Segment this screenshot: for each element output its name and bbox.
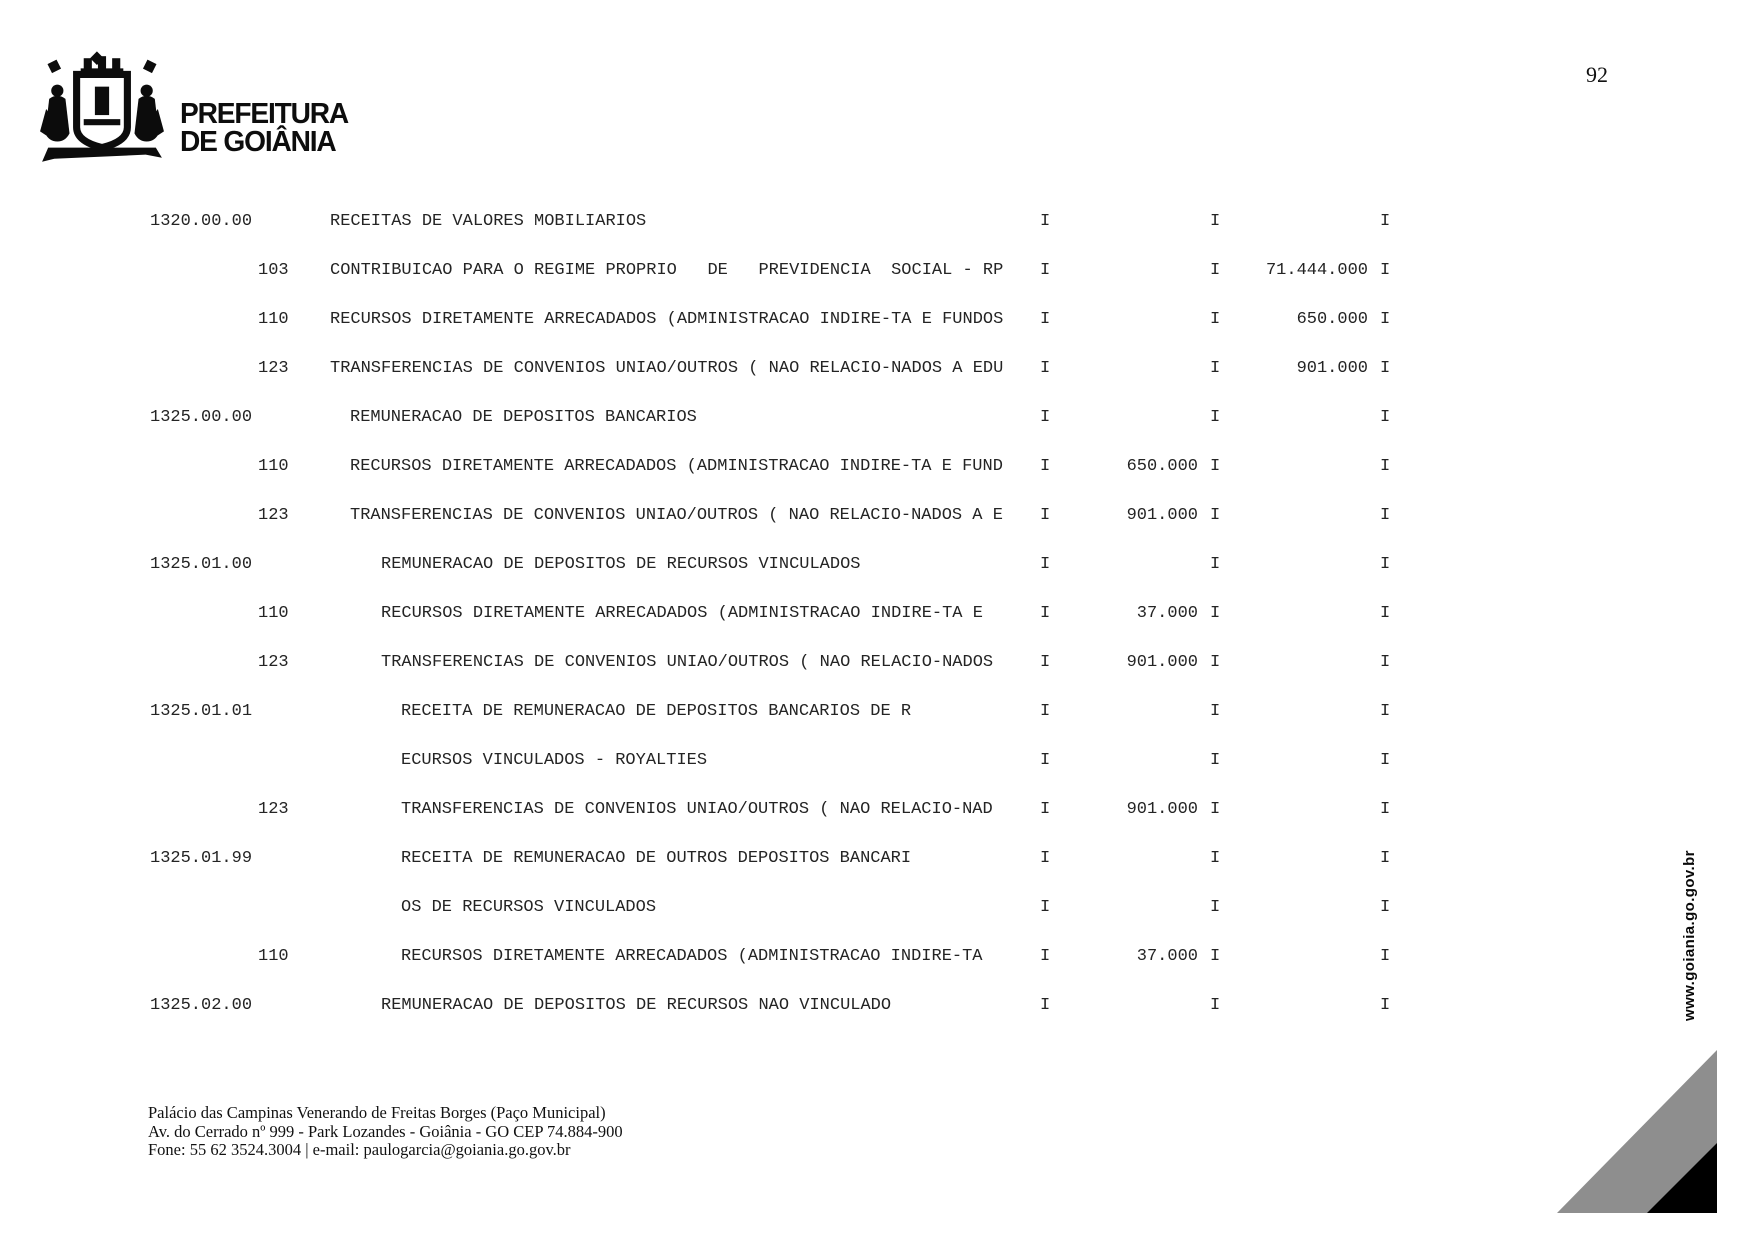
table-row bbox=[150, 751, 1410, 771]
column-separator-3: I bbox=[1380, 898, 1391, 917]
column-separator-1: I bbox=[1040, 702, 1051, 721]
row-value-col3: 650.000 bbox=[1296, 310, 1368, 329]
corner-triangle-decoration bbox=[1545, 1040, 1725, 1220]
row-description: ECURSOS VINCULADOS - ROYALTIES bbox=[401, 751, 708, 770]
table-row bbox=[150, 212, 1410, 232]
column-separator-3: I bbox=[1380, 408, 1391, 427]
row-description: RECURSOS DIRETAMENTE ARRECADADOS (ADMINISTRACAO INDIRE-TA E bbox=[381, 604, 983, 623]
table-row bbox=[150, 408, 1410, 428]
column-separator-3: I bbox=[1380, 751, 1391, 770]
column-separator-1: I bbox=[1040, 751, 1051, 770]
column-separator-3: I bbox=[1380, 359, 1391, 378]
org-name-line2: DE GOIÂNIA bbox=[180, 126, 336, 158]
table-row bbox=[150, 457, 1410, 477]
column-separator-1: I bbox=[1040, 996, 1051, 1015]
row-code: 123 bbox=[258, 506, 289, 525]
row-description: TRANSFERENCIAS DE CONVENIOS UNIAO/OUTROS ( NAO RELACIO-NADOS A EDU bbox=[330, 359, 1004, 378]
goiania-coat-of-arms-logo bbox=[36, 50, 168, 170]
column-separator-1: I bbox=[1040, 310, 1051, 329]
row-description: REMUNERACAO DE DEPOSITOS DE RECURSOS VINCULADOS bbox=[381, 555, 861, 574]
row-value-col2: 650.000 bbox=[1126, 457, 1198, 476]
column-separator-2: I bbox=[1210, 800, 1221, 819]
table-row bbox=[150, 702, 1410, 722]
row-code: 110 bbox=[258, 310, 289, 329]
row-description: CONTRIBUICAO PARA O REGIME PROPRIO DE PREVIDENCIA SOCIAL - RP bbox=[330, 261, 1004, 280]
row-code: 123 bbox=[258, 800, 289, 819]
table-row bbox=[150, 653, 1410, 673]
row-code: 1325.01.00 bbox=[150, 555, 253, 574]
column-separator-2: I bbox=[1210, 555, 1221, 574]
row-value-col2: 37.000 bbox=[1136, 947, 1198, 966]
table-row bbox=[150, 604, 1410, 624]
column-separator-1: I bbox=[1040, 947, 1051, 966]
column-separator-3: I bbox=[1380, 702, 1391, 721]
column-separator-3: I bbox=[1380, 800, 1391, 819]
row-description: TRANSFERENCIAS DE CONVENIOS UNIAO/OUTROS ( NAO RELACIO-NAD bbox=[401, 800, 993, 819]
column-separator-2: I bbox=[1210, 261, 1221, 280]
row-value-col2: 901.000 bbox=[1126, 653, 1198, 672]
column-separator-3: I bbox=[1380, 653, 1391, 672]
column-separator-3: I bbox=[1380, 506, 1391, 525]
row-description: RECEITA DE REMUNERACAO DE DEPOSITOS BANCARIOS DE R bbox=[401, 702, 912, 721]
row-code: 123 bbox=[258, 359, 289, 378]
page-number: 92 bbox=[1586, 62, 1608, 87]
column-separator-2: I bbox=[1210, 604, 1221, 623]
row-value-col3: 71.444.000 bbox=[1265, 261, 1368, 280]
column-separator-1: I bbox=[1040, 457, 1051, 476]
footer-address-block bbox=[148, 1104, 623, 1160]
row-description: TRANSFERENCIAS DE CONVENIOS UNIAO/OUTROS ( NAO RELACIO-NADOS bbox=[381, 653, 994, 672]
table-row bbox=[150, 996, 1410, 1016]
row-description: RECURSOS DIRETAMENTE ARRECADADOS (ADMINISTRACAO INDIRE-TA E FUND bbox=[350, 457, 1003, 476]
column-separator-1: I bbox=[1040, 506, 1051, 525]
table-row bbox=[150, 261, 1410, 281]
column-separator-2: I bbox=[1210, 359, 1221, 378]
org-name bbox=[180, 100, 348, 156]
column-separator-3: I bbox=[1380, 457, 1391, 476]
column-separator-2: I bbox=[1210, 457, 1221, 476]
column-separator-1: I bbox=[1040, 555, 1051, 574]
row-code: 103 bbox=[258, 261, 289, 280]
row-description: RECURSOS DIRETAMENTE ARRECADADOS (ADMINISTRACAO INDIRE-TA bbox=[401, 947, 983, 966]
row-description: RECEITAS DE VALORES MOBILIARIOS bbox=[330, 212, 647, 231]
table-row bbox=[150, 800, 1410, 820]
column-separator-3: I bbox=[1380, 849, 1391, 868]
row-code: 1325.01.99 bbox=[150, 849, 253, 868]
table-row bbox=[150, 506, 1410, 526]
column-separator-1: I bbox=[1040, 898, 1051, 917]
row-code: 123 bbox=[258, 653, 289, 672]
row-description: OS DE RECURSOS VINCULADOS bbox=[401, 898, 657, 917]
table-row bbox=[150, 555, 1410, 575]
column-separator-1: I bbox=[1040, 800, 1051, 819]
column-separator-2: I bbox=[1210, 702, 1221, 721]
column-separator-2: I bbox=[1210, 408, 1221, 427]
row-code: 1325.02.00 bbox=[150, 996, 253, 1015]
column-separator-1: I bbox=[1040, 359, 1051, 378]
footer-line-1: Palácio das Campinas Venerando de Freitas Borges (Paço Municipal) bbox=[148, 1103, 606, 1122]
column-separator-3: I bbox=[1380, 555, 1391, 574]
column-separator-1: I bbox=[1040, 212, 1051, 231]
report-table bbox=[150, 212, 1410, 1042]
column-separator-2: I bbox=[1210, 898, 1221, 917]
row-code: 110 bbox=[258, 604, 289, 623]
row-description: TRANSFERENCIAS DE CONVENIOS UNIAO/OUTROS ( NAO RELACIO-NADOS A E bbox=[350, 506, 1003, 525]
column-separator-2: I bbox=[1210, 506, 1221, 525]
row-value-col2: 901.000 bbox=[1126, 800, 1198, 819]
row-code: 1325.00.00 bbox=[150, 408, 253, 427]
column-separator-1: I bbox=[1040, 604, 1051, 623]
column-separator-1: I bbox=[1040, 849, 1051, 868]
row-code: 110 bbox=[258, 457, 289, 476]
table-row bbox=[150, 310, 1410, 330]
column-separator-1: I bbox=[1040, 653, 1051, 672]
footer-line-3: Fone: 55 62 3524.3004 | e-mail: paulogarcia@goiania.go.gov.br bbox=[148, 1140, 571, 1159]
column-separator-2: I bbox=[1210, 849, 1221, 868]
row-description: REMUNERACAO DE DEPOSITOS DE RECURSOS NAO VINCULADO bbox=[381, 996, 892, 1015]
column-separator-3: I bbox=[1380, 261, 1391, 280]
row-code: 1320.00.00 bbox=[150, 212, 253, 231]
column-separator-3: I bbox=[1380, 310, 1391, 329]
column-separator-2: I bbox=[1210, 751, 1221, 770]
row-description: RECURSOS DIRETAMENTE ARRECADADOS (ADMINISTRACAO INDIRE-TA E FUNDOS bbox=[330, 310, 1004, 329]
column-separator-2: I bbox=[1210, 947, 1221, 966]
column-separator-3: I bbox=[1380, 947, 1391, 966]
row-code: 1325.01.01 bbox=[150, 702, 253, 721]
row-description: REMUNERACAO DE DEPOSITOS BANCARIOS bbox=[350, 408, 697, 427]
table-row bbox=[150, 947, 1410, 967]
table-row bbox=[150, 898, 1410, 918]
row-value-col2: 37.000 bbox=[1136, 604, 1198, 623]
column-separator-3: I bbox=[1380, 212, 1391, 231]
table-row bbox=[150, 849, 1410, 869]
column-separator-2: I bbox=[1210, 212, 1221, 231]
column-separator-2: I bbox=[1210, 653, 1221, 672]
column-separator-2: I bbox=[1210, 996, 1221, 1015]
row-description: RECEITA DE REMUNERACAO DE OUTROS DEPOSITOS BANCARI bbox=[401, 849, 912, 868]
row-value-col3: 901.000 bbox=[1296, 359, 1368, 378]
column-separator-2: I bbox=[1210, 310, 1221, 329]
column-separator-3: I bbox=[1380, 996, 1391, 1015]
column-separator-1: I bbox=[1040, 261, 1051, 280]
org-name-line1: PREFEITURA bbox=[180, 98, 349, 130]
table-row bbox=[150, 359, 1410, 379]
column-separator-1: I bbox=[1040, 408, 1051, 427]
row-value-col2: 901.000 bbox=[1126, 506, 1198, 525]
footer-line-2: Av. do Cerrado nº 999 - Park Lozandes - Goiânia - GO CEP 74.884-900 bbox=[148, 1121, 623, 1141]
column-separator-3: I bbox=[1380, 604, 1391, 623]
website-vertical-text: www.goiania.go.gov.br bbox=[1681, 850, 1698, 1021]
row-code: 110 bbox=[258, 947, 289, 966]
